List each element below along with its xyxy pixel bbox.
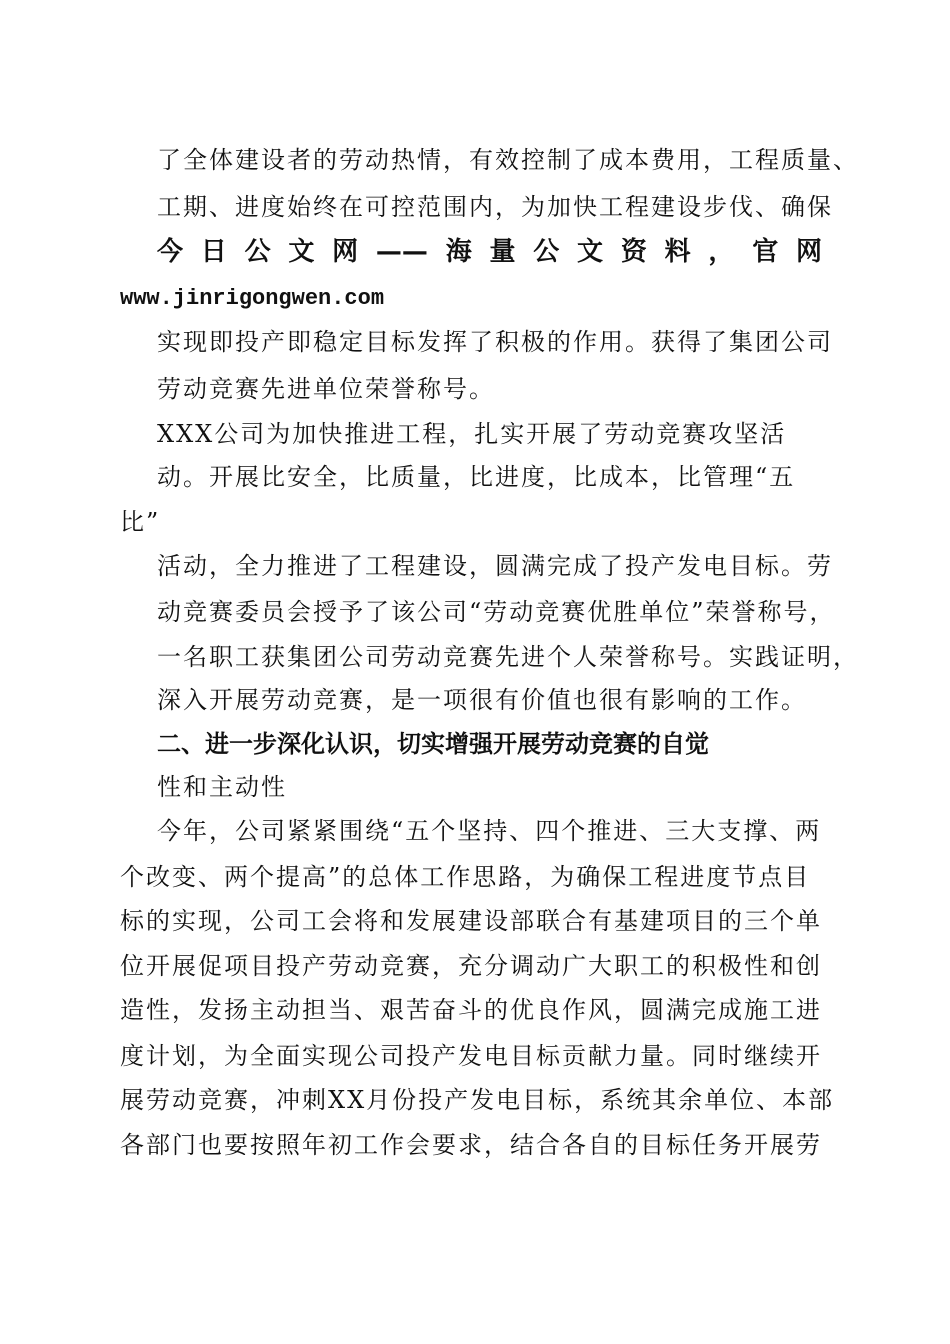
paragraph-line: 深入开展劳动竞赛，是一项很有价值也很有影响的工作。 [157, 686, 807, 714]
paragraph-line: 标的实现，公司工会将和发展建设部联合有基建项目的三个单 [120, 907, 822, 935]
website-link[interactable]: www.jinrigongwen.com [120, 286, 385, 311]
paragraph-line: 展劳动竞赛，冲刺XX月份投产发电目标，系统其余单位、本部 [120, 1086, 835, 1114]
section-heading-continuation: 性和主动性 [157, 773, 287, 801]
paragraph-line: 工期、进度始终在可控范围内，为加快工程建设步伐、确保 [157, 193, 833, 221]
paragraph-line: XXX公司为加快推进工程，扎实开展了劳动竞赛攻坚活 [157, 420, 787, 448]
paragraph-line: 造性，发扬主动担当、艰苦奋斗的优良作风，圆满完成施工进 [120, 996, 822, 1024]
paragraph-line: 今年，公司紧紧围绕“五个坚持、四个推进、三大支撑、两 [157, 817, 822, 845]
paragraph-line: 位开展促项目投产劳动竞赛，充分调动广大职工的积极性和创 [120, 952, 822, 980]
paragraph-line: 一名职工获集团公司劳动竞赛先进个人荣誉称号。实践证明， [157, 643, 859, 671]
paragraph-line: 比” [120, 508, 161, 536]
paragraph-line: 动竞赛委员会授予了该公司“劳动竞赛优胜单位”荣誉称号， [157, 598, 836, 626]
paragraph-line: 动。开展比安全，比质量，比进度，比成本，比管理“五 [157, 463, 796, 491]
paragraph-line: 实现即投产即稳定目标发挥了积极的作用。获得了集团公司 [157, 328, 833, 356]
paragraph-line: 劳动竞赛先进单位荣誉称号。 [157, 375, 495, 403]
paragraph-line: 了全体建设者的劳动热情，有效控制了成本费用，工程质量、 [157, 146, 859, 174]
section-heading: 二、进一步深化认识，切实增强开展劳动竞赛的自觉 [157, 730, 709, 758]
paragraph-line: 个改变、两个提高”的总体工作思路，为确保工程进度节点目 [120, 863, 811, 891]
paragraph-line: 度计划，为全面实现公司投产发电目标贡献力量。同时继续开 [120, 1042, 822, 1070]
watermark-banner: 今日公文网——海量公文资料，官网 [157, 237, 822, 267]
paragraph-line: 活动，全力推进了工程建设，圆满完成了投产发电目标。劳 [157, 552, 833, 580]
paragraph-line: 各部门也要按照年初工作会要求，结合各自的目标任务开展劳 [120, 1131, 822, 1159]
